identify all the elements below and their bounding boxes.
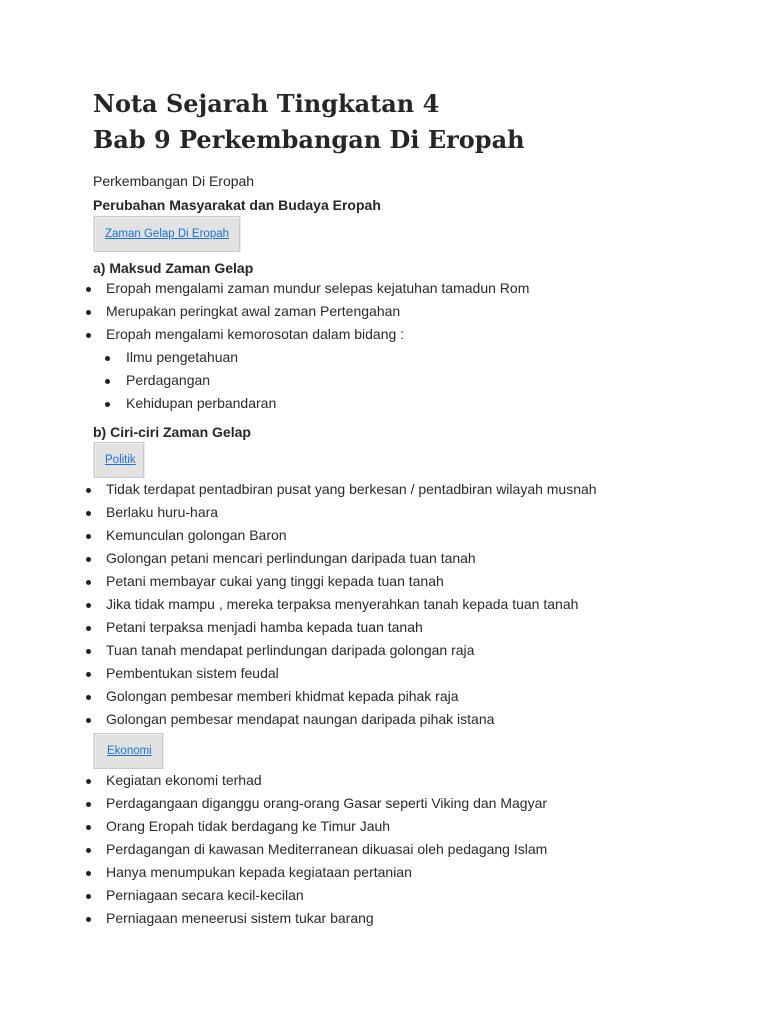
list-item: Perdagangaan diganggu orang-orang Gasar seperti Viking dan Magyar [86,792,693,815]
list-item: Berlaku huru-hara [86,501,693,524]
list-item: Perniagaan secara kecil-kecilan [86,884,693,907]
list-item: Orang Eropah tidak berdagang ke Timur Jauh [86,815,693,838]
list-item: Eropah mengalami kemorosotan dalam bidang : [86,323,693,346]
list-item: Pembentukan sistem feudal [86,662,693,685]
ekonomi-list [93,769,693,930]
list-item: Kegiatan ekonomi terhad [86,769,693,792]
list-item: Perdagangan di kawasan Mediterranean dikuasai oleh pedagang Islam [86,838,693,861]
list-item: Tidak terdapat pentadbiran pusat yang berkesan / pentadbiran wilayah musnah [86,478,693,501]
list-item: Perniagaan meneerusi sistem tukar barang [86,907,693,930]
politik-button[interactable]: Politik [94,442,144,478]
list-item: Petani terpaksa menjadi hamba kepada tuan tanah [86,616,693,639]
ekonomi-button[interactable]: Ekonomi [94,733,163,769]
list-item: Golongan pembesar memberi khidmat kepada pihak raja [86,685,693,708]
list-item: Perdagangan [102,369,693,392]
section-a-title: a) Maksud Zaman Gelap [93,260,254,276]
list-item: Kehidupan perbandaran [102,392,693,415]
page-title-line2: Bab 9 Perkembangan Di Eropah [93,125,525,154]
list-item: Kemunculan golongan Baron [86,524,693,547]
section-a-sublist [93,346,693,415]
section-b-title: b) Ciri-ciri Zaman Gelap [93,424,251,440]
list-item: Petani membayar cukai yang tinggi kepada tuan tanah [86,570,693,593]
heading-perubahan: Perubahan Masyarakat dan Budaya Eropah [93,197,381,213]
zaman-button-wrap [93,216,241,252]
politik-button-wrap [93,442,145,478]
zaman-gelap-button[interactable]: Zaman Gelap Di Eropah [94,216,240,252]
document-page [93,86,693,930]
politik-list [93,478,693,731]
list-item: Jika tidak mampu , mereka terpaksa menyerahkan tanah kepada tuan tanah [86,593,693,616]
list-item: Golongan petani mencari perlindungan daripada tuan tanah [86,547,693,570]
list-item: Tuan tanah mendapat perlindungan daripada golongan raja [86,639,693,662]
list-item: Hanya menumpukan kepada kegiataan pertanian [86,861,693,884]
list-item: Merupakan peringkat awal zaman Pertengahan [86,300,693,323]
list-item: Ilmu pengetahuan [102,346,693,369]
heading-perkembangan: Perkembangan Di Eropah [93,173,255,189]
section-a-list [93,277,693,346]
list-item: Golongan pembesar mendapat naungan daripada pihak istana [86,708,693,731]
list-item: Eropah mengalami zaman mundur selepas kejatuhan tamadun Rom [86,277,693,300]
page-title-line1: Nota Sejarah Tingkatan 4 [93,89,440,118]
ekonomi-button-wrap [93,733,164,769]
